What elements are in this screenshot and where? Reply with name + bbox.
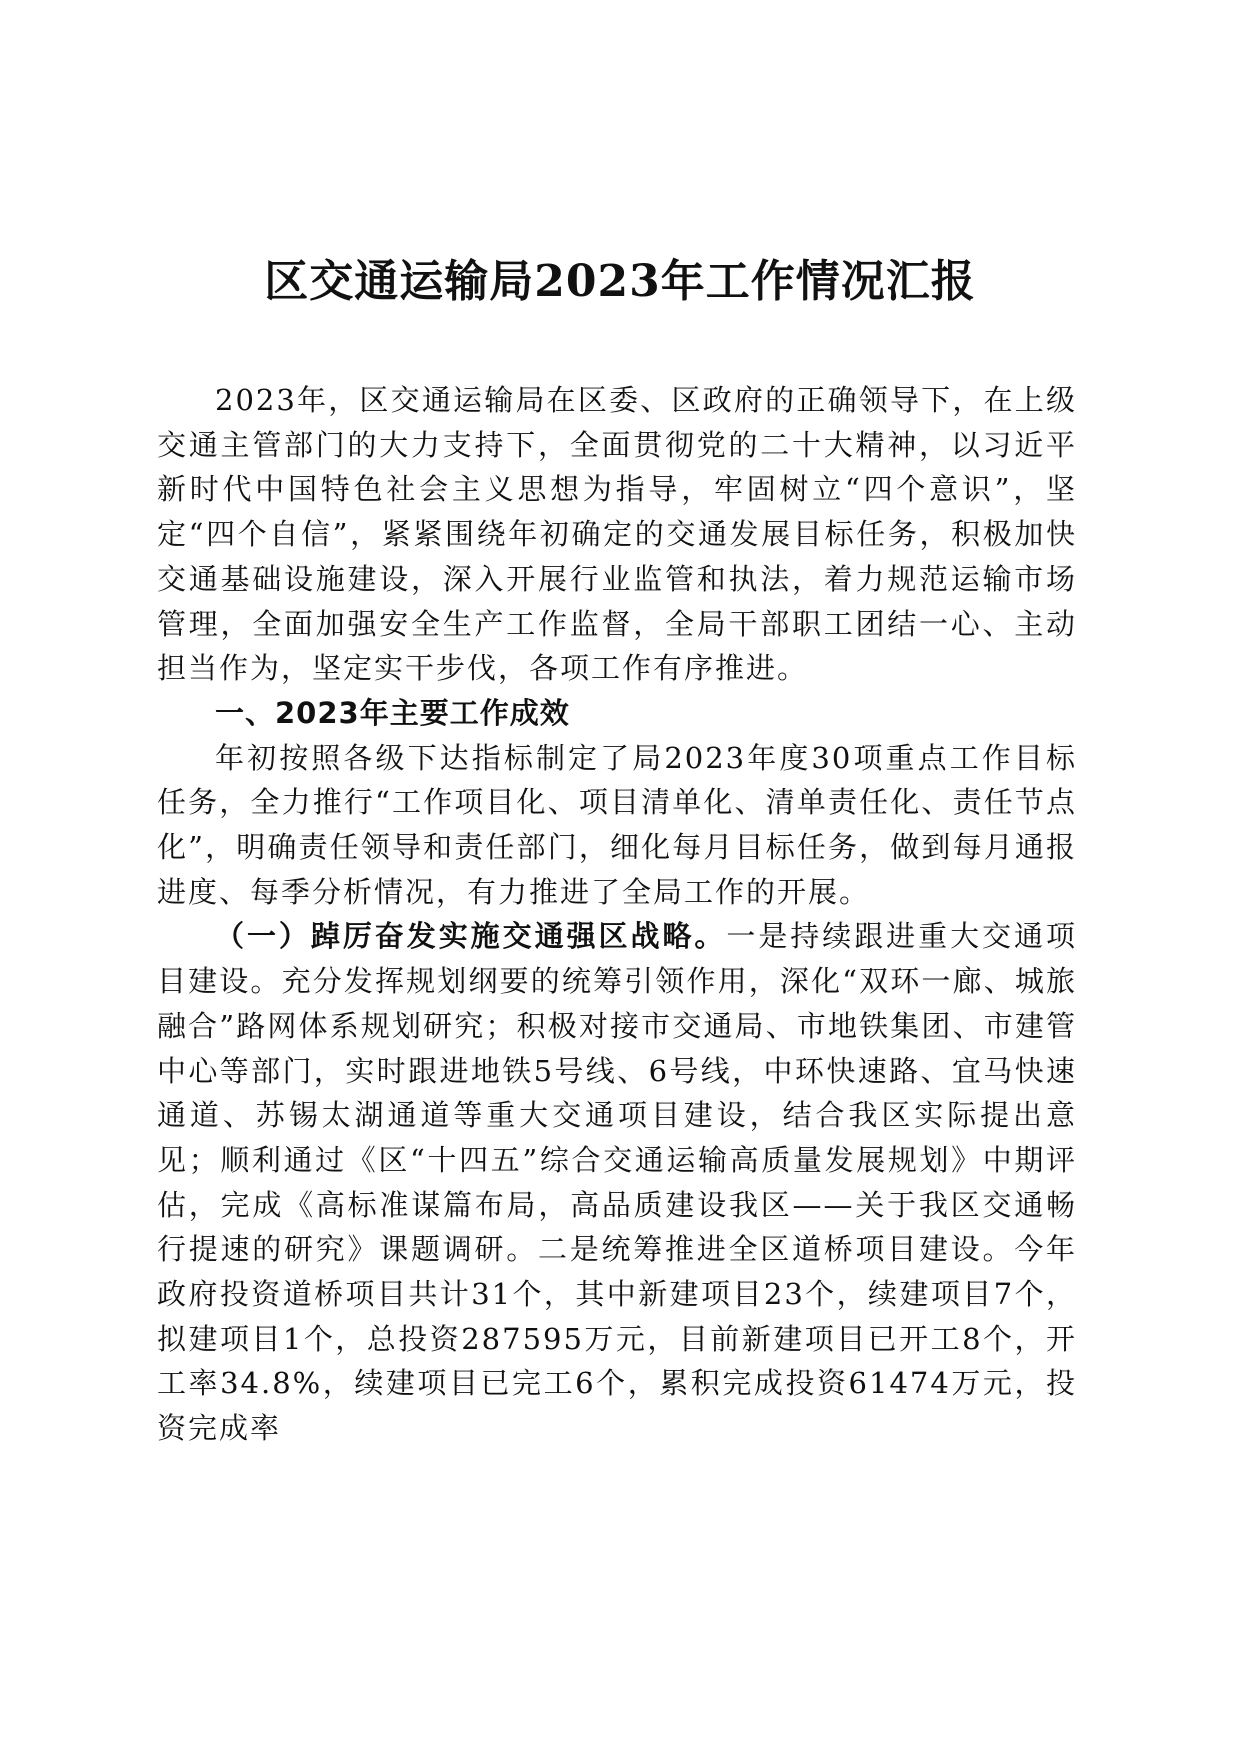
section-heading: 一、2023年主要工作成效 xyxy=(215,695,570,730)
subsection-lead: （一）踔厉奋发实施交通强区战略。 xyxy=(215,919,727,954)
document-title: 区交通运输局2023年工作情况汇报 xyxy=(264,256,976,307)
subsection-body: 一是持续跟进重大交通项目建设。充分发挥规划纲要的统筹引领作用，深化“双环一廊、城旅融合”路网体系规划研究；积极对接市交通局、市地铁集团、市建管中心等部门，实时跟进地铁5号线、6号线，中环快速路、宜马快速通道、苏锡太湖通道等重大交通项目建设，结合我区实际提出意见；顺利通过《区“十四五”综合交通运输高质量发展规划》中期评估，完成《高标准谋篇布局，高品质建设我区——关于我区交通畅行提速的研究》课题调研。二是统筹推进全区道桥项目建设。今年政府投资道桥项目共计31个，其中新建项目23个，续建项目7个，拟建项目1个，总投资287595万元，目前新建项目已开工8个，开工率34.8%，续建项目已完工6个，累积完成投资61474万元，投资完成率 xyxy=(157,919,1077,1446)
intro-paragraph: 2023年，区交通运输局在区委、区政府的正确领导下，在上级交通主管部门的大力支持下，全面贯彻党的二十大精神，以习近平新时代中国特色社会主义思想为指导，牢固树立“四个意识”，坚定“四个自信”，紧紧围绕年初确定的交通发展目标任务，积极加快交通基础设施建设，深入开展行业监管和执法，着力规范运输市场管理，全面加强安全生产工作监督，全局干部职工团结一心、主动担当作为，坚定实干步伐，各项工作有序推进。 xyxy=(157,383,1077,686)
section-paragraph: 年初按照各级下达指标制定了局2023年度30项重点工作目标任务，全力推行“工作项目化、项目清单化、清单责任化、责任节点化”，明确责任领导和责任部门，细化每月目标任务，做到每月通报进度、每季分析情况，有力推进了全局工作的开展。 xyxy=(157,740,1077,909)
document-body xyxy=(157,378,1077,1451)
subsection-paragraph xyxy=(157,914,1077,1450)
